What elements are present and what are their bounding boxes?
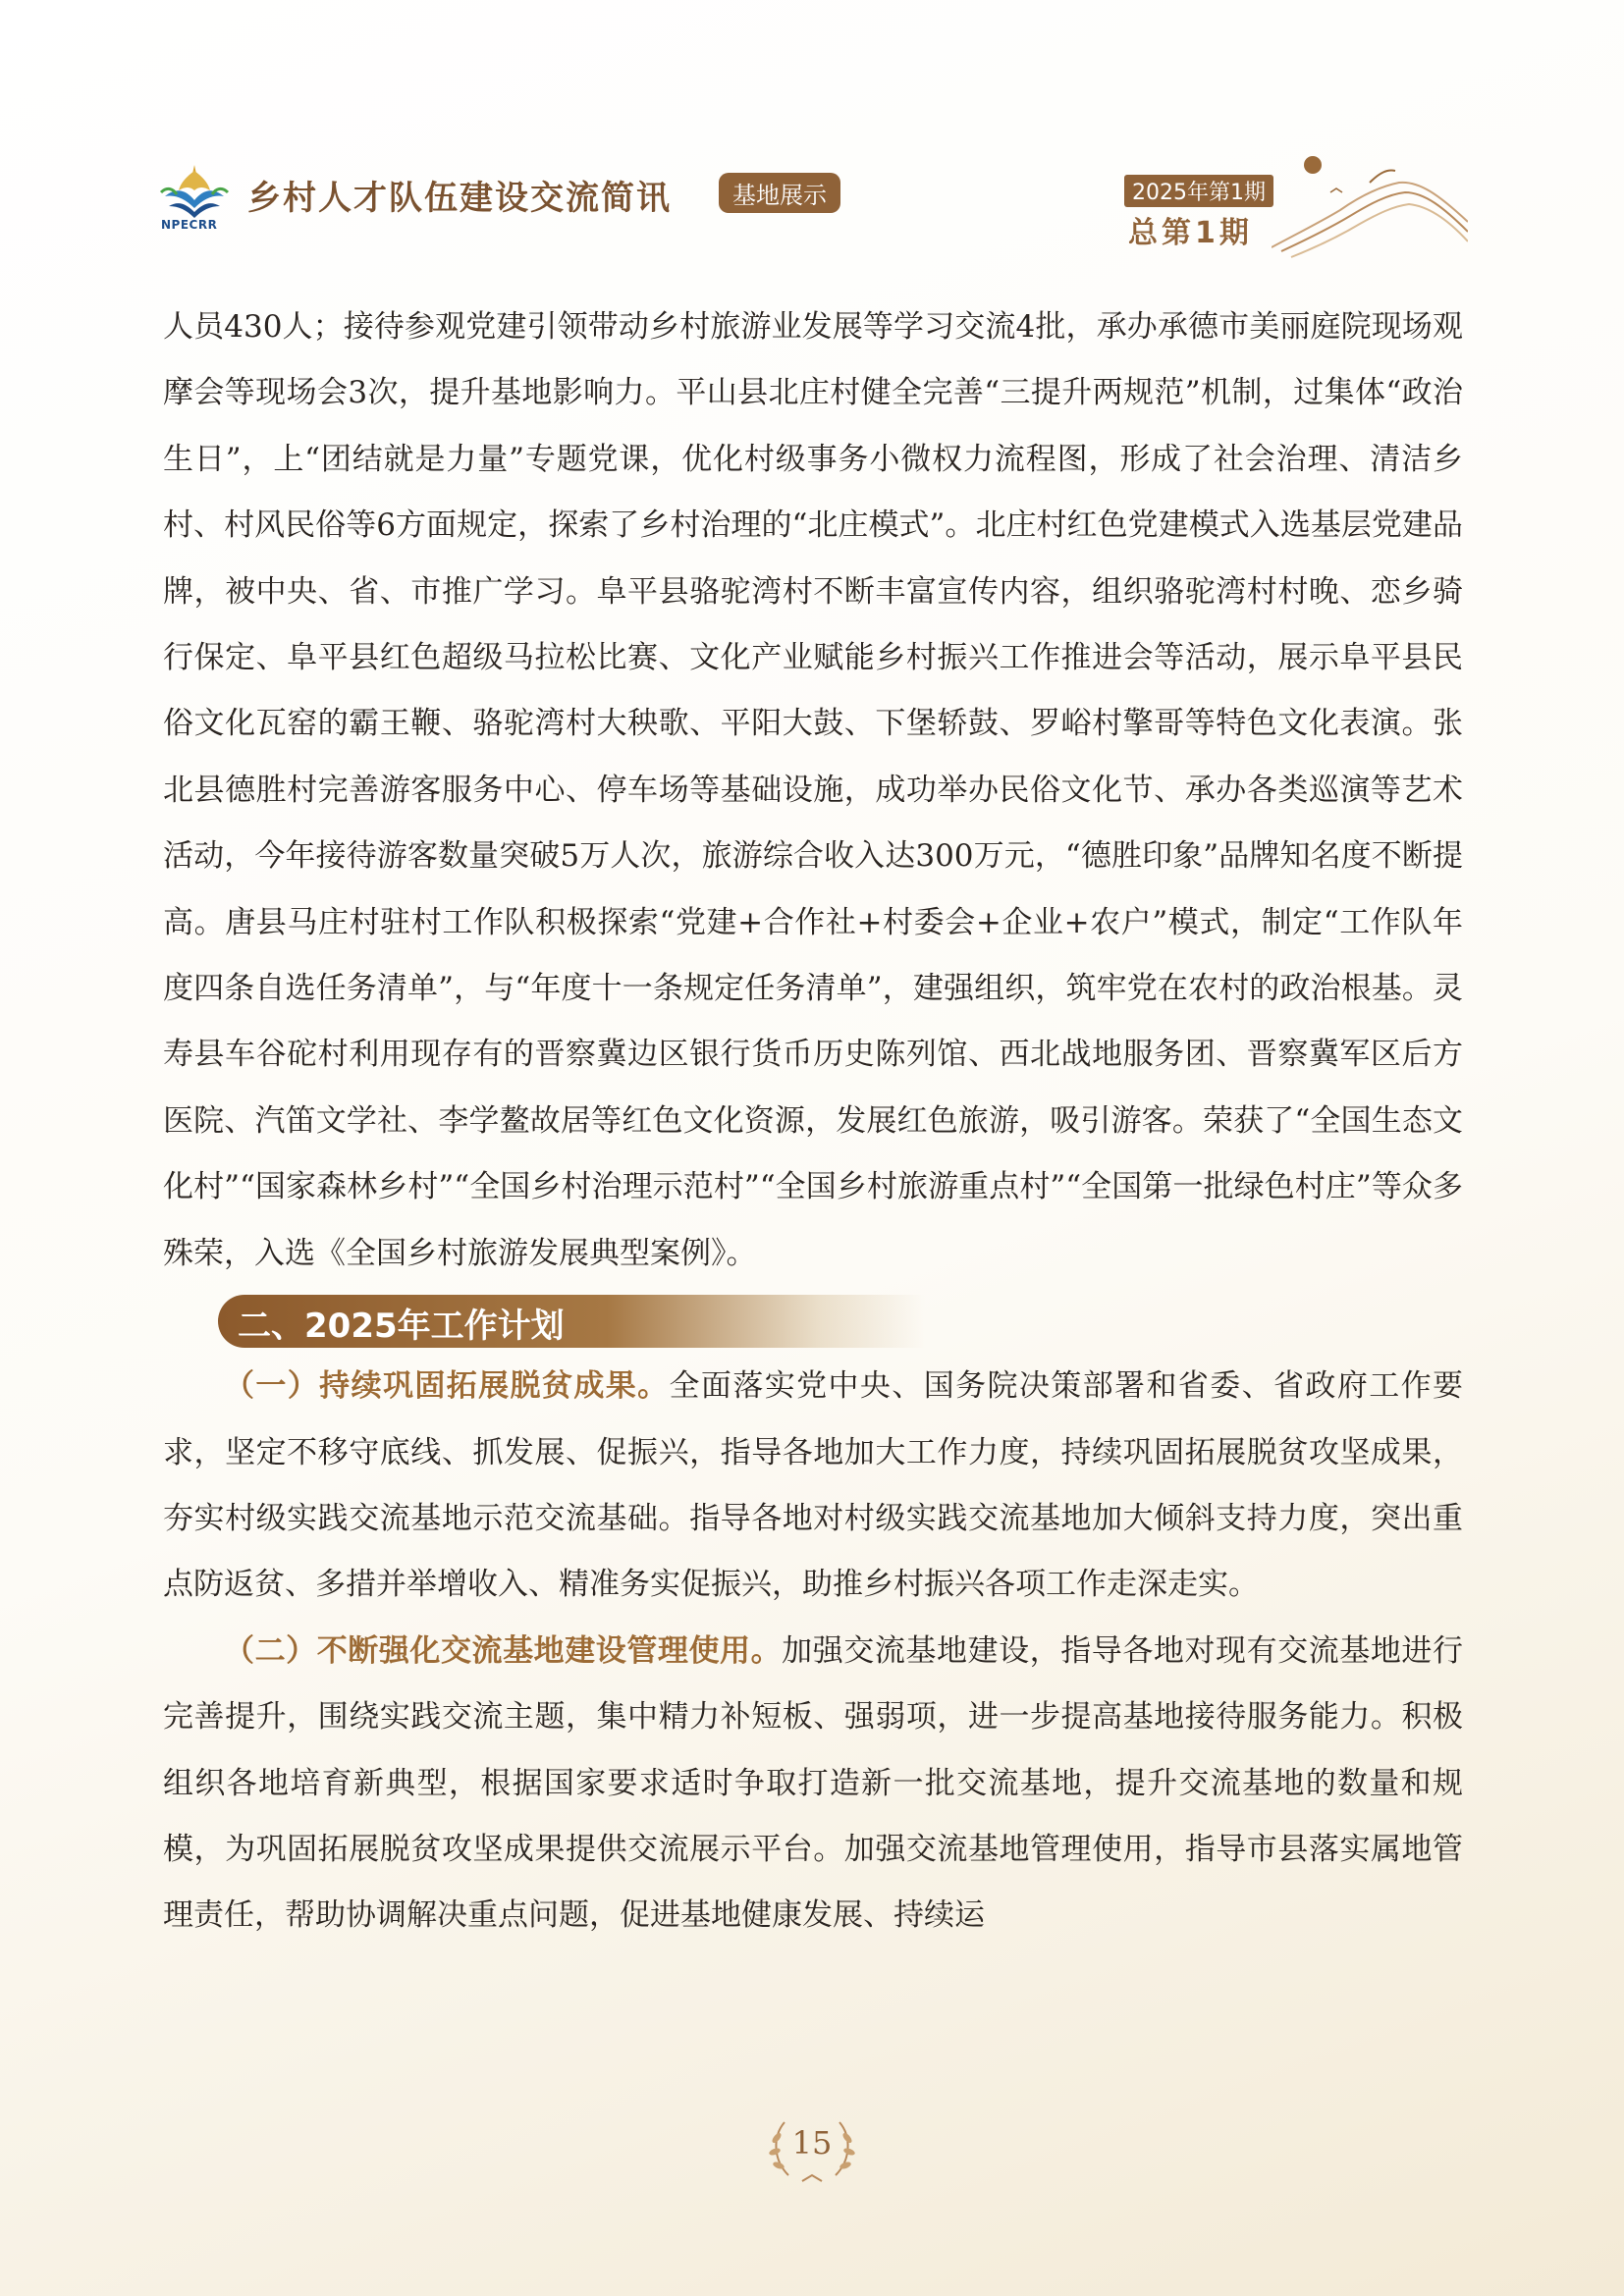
publication-title: 乡村人才队伍建设交流简讯: [247, 179, 672, 218]
logo-caption: NPECRR: [161, 218, 218, 232]
item-heading: （二）不断强化交流基地建设管理使用。: [224, 1632, 783, 1669]
mountain-sun-icon: [1272, 153, 1468, 261]
section-heading-banner: [218, 1295, 925, 1348]
page-footer: [763, 2110, 861, 2189]
issue-year: 2025年第1期: [1124, 175, 1273, 207]
item-heading: （一）持续巩固拓展脱贫成果。: [224, 1368, 670, 1405]
page-number: 15: [791, 2124, 833, 2162]
body-paragraph: 人员430人；接待参观党建引领带动乡村旅游业发展等学习交流4批，承办承德市美丽庭院现场观摩会等现场会3次，提升基地影响力。平山县北庄村健全完善“三提升两规范”机制，过集体“政治生日”，上“团结就是力量”专题党课，优化村级事务小微权力流程图，形成了社会治理、清洁乡村、村风民俗等6方面规定，探索了乡村治理的“北庄模式”。北庄村红色党建模式入选基层党建品牌，被中央、省、市推广学习。阜平县骆驼湾村不断丰富宣传内容，组织骆驼湾村村晚、恋乡骑行保定、阜平县红色超级马拉松比赛、文化产业赋能乡村振兴工作推进会等活动，展示阜平县民俗文化瓦窑的霸王鞭、骆驼湾村大秧歌、平阳大鼓、下堡轿鼓、罗峪村擎哥等特色文化表演。张北县德胜村完善游客服务中心、停车场等基础设施，成功举办民俗文化节、承办各类巡演等艺术活动，今年接待游客数量突破5万人次，旅游综合收入达300万元，“德胜印象”品牌知名度不断提高。唐县马庄村驻村工作队积极探索“党建+合作社+村委会+企业+农户”模式，制定“工作队年度四条自选任务清单”，与“年度十一条规定任务清单”，建强组织，筑牢党在农村的政治根基。灵寿县车谷砣村利用现存有的晋察冀边区银行货币历史陈列馆、西北战地服务团、晋察冀军区后方医院、汽笛文学社、李学鳌故居等红色文化资源，发展红色旅游，吸引游客。荣获了“全国生态文化村”“国家森林乡村”“全国乡村治理示范村”“全国乡村旅游重点村”“全国第一批绿色村庄”等众多殊荣，入选《全国乡村旅游发展典型案例》。: [163, 309, 1463, 1271]
header: [157, 147, 1473, 255]
article-body: [163, 294, 1463, 1949]
issue-info: [1124, 175, 1458, 263]
item-text: 加强交流基地建设，指导各地对现有交流基地进行完善提升，围绕实践交流主题，集中精力补短板、强弱项，进一步提高基地接待服务能力。积极组织各地培育新典型，根据国家要求适时争取打造新一批交流基地，提升交流基地的数量和规模，为巩固拓展脱贫攻坚成果提供交流展示平台。加强交流基地管理使用，指导市县落实属地管理责任，帮助协调解决重点问题，促进基地健康发展、持续运: [163, 1632, 1464, 1934]
item-text: 全面落实党中央、国务院决策部署和省委、省政府工作要求，坚定不移守底线、抓发展、促振兴，指导各地加大工作力度，持续巩固拓展脱贫攻坚成果，夯实村级实践交流基地示范交流基础。指导各地对村级实践交流基地加大倾斜支持力度，突出重点防返贫、多措并举增收入、精准务实促振兴，助推乡村振兴各项工作走深走实。: [163, 1368, 1464, 1603]
issue-total: 总第1期: [1128, 216, 1253, 250]
work-plan-item-1: [163, 1354, 1463, 1619]
section-badge: 基地展示: [719, 173, 840, 213]
section-heading: 二、2025年工作计划: [238, 1307, 565, 1347]
work-plan-item-2: [163, 1619, 1463, 1949]
